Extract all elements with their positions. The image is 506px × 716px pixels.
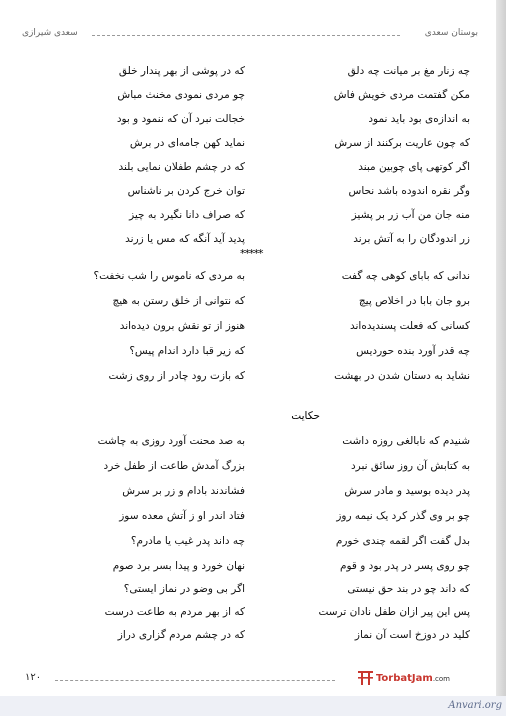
verse-line: بزرگ آمدش طاعت از طفل خرد	[103, 460, 245, 472]
verse-line: ندانی که بابای کوهی چه گفت	[341, 270, 470, 282]
verse-line: نشاید به دستان شدن در بهشت	[334, 370, 470, 382]
verse-line: فتاد اندر او ز آتش معده سوز	[119, 510, 245, 522]
page-number: ۱۲۰	[25, 672, 42, 683]
section-heading: حکایت	[291, 410, 320, 422]
verse-line: چه داند پدر غیب یا مادرم؟	[130, 535, 245, 547]
verse-line: که چون عاریت برکنند از سرش	[334, 137, 470, 149]
verse-line: هنوز از تو نقش برون دیده‌اند	[119, 320, 245, 332]
verse-line: که در پوشی از بهر پندار خلق	[118, 65, 245, 77]
verse-line: پدید آید آنگه که مس یا زرند	[125, 233, 245, 245]
verse-line: چو بر وی گذر کرد یک نیمه روز	[336, 510, 470, 522]
verse-line: مکن گفتمت مردی خویش فاش	[333, 89, 470, 101]
logo-suffix: .com	[432, 674, 450, 683]
verse-line: زر اندودگان را به آتش برند	[353, 233, 470, 245]
verse-line: چه قدر آورد بنده حوردیس	[356, 345, 470, 357]
verse-line: که از بهر مردم به طاعت درست	[104, 606, 245, 618]
verse-line: نهان خورد و پیدا بسر برد صوم	[112, 560, 245, 572]
verse-line: که در چشم طفلان نمایی بلند	[118, 161, 245, 173]
footer-rule	[55, 680, 335, 681]
verse-line: که زیر قبا دارد اندام پیس؟	[129, 345, 245, 357]
verse-line: اگر بی وضو در نماز ایستی؟	[123, 583, 245, 595]
bottom-strip	[0, 696, 506, 716]
verse-line: منه جان من آب زر بر پشیز	[351, 209, 470, 221]
site-logo[interactable]	[358, 670, 450, 686]
verse-line: وگر نقره اندوده باشد نحاس	[348, 185, 470, 197]
verse-line: کسانی که فعلت پسندیده‌اند	[349, 320, 470, 332]
logo-text	[376, 673, 450, 684]
running-header	[22, 28, 478, 44]
verse-line: چه زنار مغ بر میانت چه دلق	[347, 65, 470, 77]
page-edge	[496, 0, 506, 716]
logo-name: TorbatJam	[375, 672, 433, 684]
verse-line: نماید کهن جامه‌ای در برش	[129, 137, 245, 149]
verse-line: به صد محنت آورد روزی به چاشت	[97, 435, 245, 447]
verse-line: پس این پیر ازان طفل نادان ترست	[318, 606, 470, 618]
verse-line: شنیدم که نابالغی روزه داشت	[342, 435, 470, 447]
verse-line: چو مردی نمودی مخنث مباش	[117, 89, 245, 101]
verse-line: فشاندند بادام و زر بر سرش	[122, 485, 245, 497]
page-footer	[25, 670, 475, 690]
section-separator: *****	[240, 247, 263, 260]
logo-mark-icon	[358, 670, 373, 686]
verse-line: که نتوانی از خلق رستن به هیچ	[112, 295, 245, 307]
verse-line: که صراف دانا نگیرد به چیز	[129, 209, 245, 221]
verse-line: بدل گفت اگر لقمه چندی خورم	[335, 535, 470, 547]
verse-line: که بازت رود چادر از روی زشت	[108, 370, 245, 382]
verse-line: برو جان بابا در اخلاص پیچ	[358, 295, 470, 307]
verse-line: پدر دیده بوسید و مادر سرش	[344, 485, 470, 497]
verse-line: اگر کوتهی پای چوبین مبند	[358, 161, 470, 173]
watermark: Anvari.org	[448, 700, 502, 711]
verse-line: به کتابش آن روز سائق نبرد	[351, 460, 470, 472]
verse-line: که داند چو در بند حق نیستی	[347, 583, 470, 595]
verse-line: کلید در دوزخ است آن نماز	[354, 629, 470, 641]
verse-line: به مردی که ناموس را شب نخفت؟	[93, 270, 245, 282]
book-title: بوستان سعدی	[424, 28, 478, 38]
verse-line: به اندازه‌ی بود باید نمود	[368, 113, 470, 125]
verse-line: چو روی پسر در پدر بود و قوم	[339, 560, 470, 572]
verse-line: توان خرج کردن بر ناشناس	[127, 185, 245, 197]
verse-line: خجالت نبرد آن که ننمود و بود	[116, 113, 245, 125]
header-rule	[92, 35, 400, 36]
author-name: سعدی شیرازی	[22, 28, 78, 38]
verse-line: که در چشم مردم گزاری دراز	[117, 629, 245, 641]
